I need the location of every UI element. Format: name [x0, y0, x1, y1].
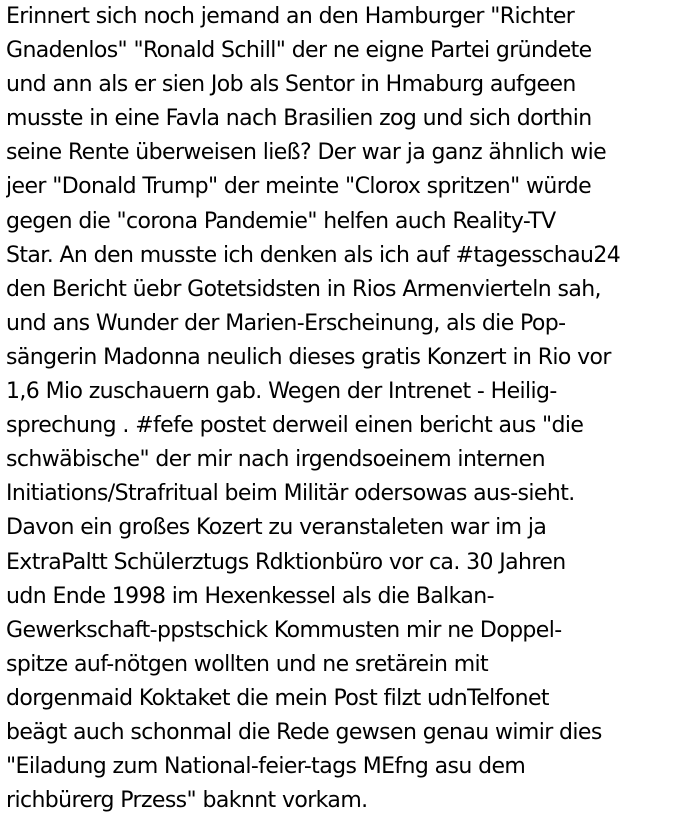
text-line: Gnadenlos" "Ronald Schill" der ne eigne Partei gründete: [6, 38, 592, 64]
text-line: jeer "Donald Trump" der meinte "Clorox spritzen" würde: [6, 174, 592, 200]
text-line: Star. An den musste ich denken als ich auf #tagesschau24: [6, 242, 621, 268]
text-line: udn Ende 1998 im Hexenkessel als die Balkan-: [6, 583, 494, 609]
text-line: richbürerg Przess" baknnt vorkam.: [6, 788, 368, 814]
text-line: Gewerkschaft-ppstschick Kommusten mir ne Doppel-: [6, 617, 562, 643]
text-line: sprechung . #fefe postet derweil einen bericht aus "die: [6, 413, 584, 439]
text-line: seine Rente überweisen ließ? Der war ja ganz ähnlich wie: [6, 140, 607, 166]
text-line: Davon ein großes Kozert zu veranstaleten war im ja: [6, 515, 547, 541]
text-line: und ans Wunder der Marien-Erscheinung, als die Pop-: [6, 310, 566, 336]
text-line: ExtraPaltt Schülerztugs Rdktionbüro vor ca. 30 Jahren: [6, 549, 566, 575]
text-line: "Eiladung zum National-feier-tags MEfng asu dem: [6, 754, 526, 780]
text-line: den Bericht üebr Gotetsidsten in Rios Armenvierteln sah,: [6, 276, 601, 302]
text-line: Initiations/Strafritual beim Militär odersowas aus-sieht.: [6, 481, 575, 507]
text-line: gegen die "corona Pandemie" helfen auch Reality-TV: [6, 208, 556, 234]
text-line: musste in eine Favla nach Brasilien zog und sich dorthin: [6, 106, 592, 132]
text-line: und ann als er sien Job als Sentor in Hmaburg aufgeen: [6, 72, 576, 98]
body-text: [6, 0, 682, 818]
text-line: beägt auch schonmal die Rede gewsen genau wimir dies: [6, 719, 602, 745]
text-line: 1,6 Mio zuschauern gab. Wegen der Intrenet - Heilig-: [6, 379, 557, 405]
text-line: sängerin Madonna neulich dieses gratis Konzert in Rio vor: [6, 344, 611, 370]
text-line: dorgenmaid Koktaket die mein Post filzt udnTelfonet: [6, 685, 549, 711]
text-line: schwäbische" der mir nach irgendsoeinem internen: [6, 447, 545, 473]
text-line: Erinnert sich noch jemand an den Hamburger "Richter: [6, 4, 575, 29]
text-line: spitze auf-nötgen wollten und ne sretärein mit: [6, 651, 489, 677]
